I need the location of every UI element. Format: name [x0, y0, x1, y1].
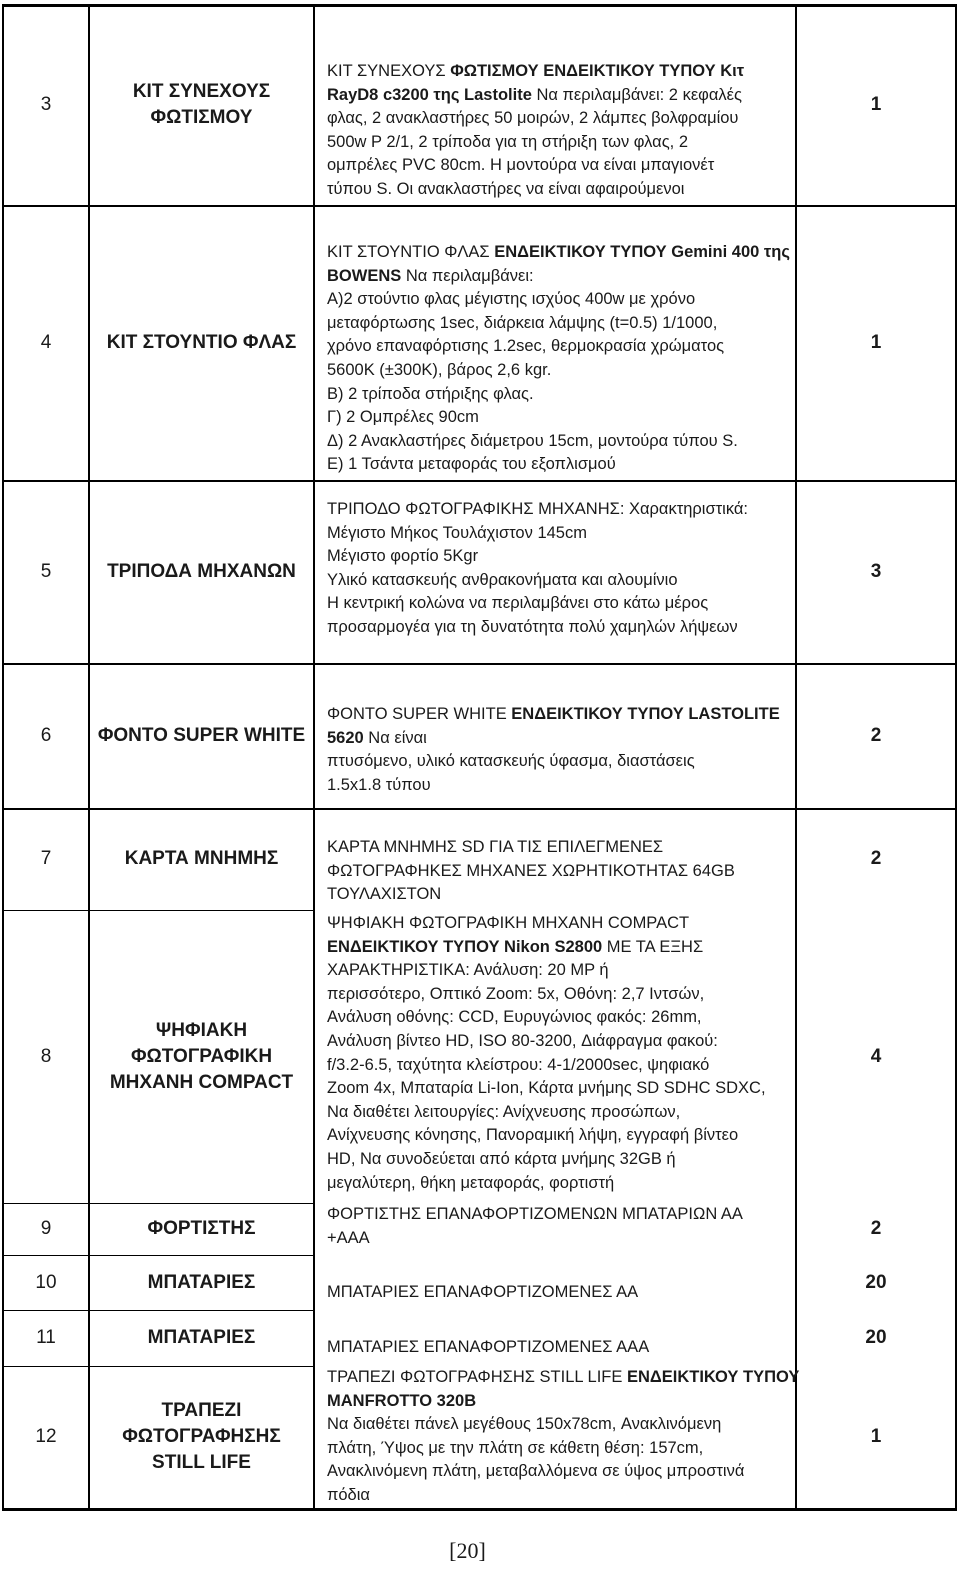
description-line	[327, 592, 785, 616]
description-line	[327, 1172, 785, 1196]
plain-text: χρόνο επαναφόρτισης 1.2sec, θερμοκρασία χρώματος	[327, 337, 725, 356]
description-line	[327, 569, 785, 593]
item-name-line: ΜΠΑΤΑΡΙΕΣ	[147, 1327, 256, 1348]
description-line	[327, 1336, 785, 1360]
item-number: 5	[40, 560, 52, 582]
item-name-line: ΦΩΤΟΓΡΑΦΙΚΗ	[130, 1045, 273, 1067]
plain-text: ΜΕ ΤΑ ΕΞΗΣ	[602, 937, 704, 956]
description-line	[327, 107, 785, 131]
plain-text: ΚΑΡΤΑ ΜΝΗΜΗΣ SD ΓΙΑ ΤΙΣ ΕΠΙΛΕΓΜΕΝΕΣ	[327, 838, 664, 856]
description-line	[327, 178, 785, 202]
description-line	[327, 522, 785, 546]
plain-text: f/3.2-6.5, ταχύτητα κλείστρου: 4-1/2000sec, ψηφιακό	[327, 1055, 710, 1074]
plain-text: Μέγιστο Μήκος Τουλάχιστον 145cm	[327, 523, 587, 542]
description-line	[327, 1484, 785, 1508]
item-quantity: 4	[870, 1045, 882, 1067]
description-line	[327, 1413, 785, 1437]
description-line	[327, 84, 785, 108]
plain-text: HD, Να συνοδεύεται από κάρτα μνήμης 32GB ή	[327, 1149, 676, 1168]
item-name	[90, 663, 313, 808]
description-line	[327, 60, 785, 84]
item-quantity: 2	[870, 724, 882, 746]
description-line	[327, 1460, 785, 1484]
plain-text: Ε) 1 Τσάντα μεταφοράς του εξοπλισμού	[327, 455, 616, 474]
item-description	[315, 480, 795, 663]
item-quantity: 3	[870, 560, 882, 582]
plain-text: +ΑΑΑ	[327, 1228, 370, 1247]
description-line	[327, 883, 785, 907]
plain-text: προσαρμογέα για τη δυνατότητα πολύ χαμηλών λήψεων	[327, 617, 738, 636]
item-description	[315, 205, 795, 480]
item-name	[90, 808, 313, 910]
item-name	[90, 910, 313, 1203]
plain-text: μεταφόρτωσης 1sec, διάρκεια λάμψης (t=0.5) 1/1000,	[327, 313, 718, 332]
item-name-line: ΜΗΧΑΝΗ COMPACT	[109, 1071, 294, 1093]
plain-text: 5600K (±300K), βάρος 2,6 kgr.	[327, 360, 552, 379]
item-name-line: ΜΠΑΤΑΡΙΕΣ	[147, 1271, 256, 1293]
plain-text: Ανάλυση βίντεο HD, ISO 80-3200, Διάφραγμα φακού:	[327, 1031, 718, 1050]
item-name	[90, 1255, 313, 1310]
description-line	[327, 288, 785, 312]
plain-text: ΚΙΤ ΣΤΟΥΝΤΙΟ ΦΛΑΣ	[327, 243, 495, 261]
description-line	[327, 1390, 785, 1414]
description-line	[327, 1227, 785, 1251]
bold-text: 5620	[327, 728, 364, 747]
page-number: [20]	[449, 1538, 486, 1563]
item-quantity: 2	[870, 848, 882, 869]
description-line	[327, 1148, 785, 1172]
description-line	[327, 453, 785, 477]
item-name	[90, 1310, 313, 1366]
plain-text: Η κεντρική κολώνα να περιλαμβάνει στο κάτω μέρος	[327, 594, 709, 613]
plain-text: Να διαθέτει λειτουργίες: Ανίχνευσης προσώπων,	[327, 1102, 681, 1121]
plain-text: Να περιλαμβάνει:	[401, 266, 534, 285]
plain-text: φλας, 2 ανακλαστήρες 50 μοιρών, 2 λάμπες βολφραμίου	[327, 109, 739, 128]
item-name-line: ΤΡΙΠΟΔΑ ΜΗΧΑΝΩΝ	[107, 560, 296, 582]
item-quantity: 1	[870, 1426, 882, 1447]
description-line	[327, 774, 785, 798]
item-number: 9	[40, 1218, 52, 1239]
item-name-line: ΚΙΤ ΣΤΟΥΝΤΙΟ ΦΛΑΣ	[106, 331, 297, 353]
bold-text: BOWENS	[327, 266, 402, 285]
plain-text: 500w P 2/1, 2 τρίποδα για τη στήριξη των φλας, 2	[327, 132, 689, 151]
plain-text: ΦΟΝΤΟ SUPER WHITE	[327, 705, 512, 723]
item-number: 12	[35, 1426, 57, 1447]
plain-text: Ανίχνευσης κόνησης, Πανοραμική λήψη, εγγραφή βίντεο	[327, 1126, 739, 1145]
item-description	[315, 1203, 795, 1255]
item-quantity: 2	[870, 1218, 882, 1239]
description-line	[327, 131, 785, 155]
item-number: 3	[40, 93, 52, 115]
description-line	[327, 1077, 785, 1101]
plain-text: ΧΑΡΑΚΤΗΡΙΣΤΙΚΑ: Ανάλυση: 20 MP ή	[327, 961, 609, 980]
bold-text: RayD8 c3200 της Lastolite	[327, 85, 532, 104]
plain-text: πλάτη, Ύψος με την πλάτη σε κάθετη θέση: 157cm,	[327, 1438, 704, 1457]
item-description	[315, 1310, 795, 1366]
item-description	[315, 663, 795, 808]
item-name-line: ΚΑΡΤΑ ΜΝΗΜΗΣ	[124, 848, 279, 869]
plain-text: Α)2 στούντιο φλας μέγιστης ισχύος 400w με χρόνο	[327, 290, 696, 309]
description-line	[327, 1124, 785, 1148]
description-line	[327, 335, 785, 359]
plain-text: πτυσόμενο, υλικό κατασκευής ύφασμα, διαστάσεις	[327, 752, 695, 771]
plain-text: ΤΡΙΠΟΔΟ ΦΩΤΟΓΡΑΦΙΚΗΣ ΜΗΧΑΝΗΣ: Χαρακτηριστικά:	[327, 500, 749, 518]
plain-text: 1.5x1.8 τύπου	[327, 775, 431, 794]
item-name-line: ΤΡΑΠΕΖΙ	[161, 1400, 242, 1421]
item-number: 8	[40, 1045, 52, 1067]
item-name	[90, 4, 313, 205]
item-name	[90, 1366, 313, 1508]
item-quantity: 1	[870, 331, 882, 353]
description-line	[327, 959, 785, 983]
description-line	[327, 1203, 785, 1227]
description-line	[327, 265, 785, 289]
item-description	[315, 910, 795, 1203]
plain-text: ΜΠΑΤΑΡΙΕΣ ΕΠΑΝΑΦΟΡΤΙΖΟΜΕΝΕΣ ΑΑ	[327, 1283, 639, 1301]
plain-text: Β) 2 τρίποδα στήριξης φλας.	[327, 384, 534, 403]
plain-text: μεγαλύτερη, θήκη μεταφοράς, φορτιστή	[327, 1173, 615, 1192]
description-line	[327, 836, 785, 860]
plain-text: Γ) 2 Ομπρέλες 90cm	[327, 408, 479, 427]
description-line	[327, 312, 785, 336]
item-name-line: ΦΩΤΙΣΜΟΥ	[150, 106, 253, 128]
description-line	[327, 1054, 785, 1078]
item-number: 10	[35, 1271, 57, 1293]
item-name-line: ΦΟΡΤΙΣΤΗΣ	[147, 1218, 256, 1239]
plain-text: Zoom 4x, Μπαταρία Li-Ion, Κάρτα μνήμης SD SDHC SDXC,	[327, 1079, 766, 1098]
item-name-line: ΦΟΝΤΟ SUPER WHITE	[97, 724, 306, 746]
item-name	[90, 480, 313, 663]
plain-text: Δ) 2 Ανακλαστήρες διάμετρου 15cm, μοντούρα τύπου S.	[327, 431, 738, 450]
bold-text: ΕΝΔΕΙΚΤΙΚΟΥ ΤΥΠΟΥ LASTOLITE	[511, 705, 780, 723]
description-line	[327, 430, 785, 454]
plain-text: Ανακλινόμενη πλάτη, μεταβαλλόμενα σε ύψος μπροστινά	[327, 1462, 745, 1481]
plain-text: ΚΙΤ ΣΥΝΕΧΟΥΣ	[327, 62, 451, 80]
item-quantity: 20	[865, 1271, 887, 1293]
bold-text: ΕΝΔΕΙΚΤΙΚΟΥ ΤΥΠΟΥ Gemini 400 της	[494, 243, 790, 261]
description-line	[327, 498, 785, 522]
description-line	[327, 1101, 785, 1125]
description-line	[327, 406, 785, 430]
description-line	[327, 545, 785, 569]
item-description	[315, 808, 795, 910]
bold-text: ΕΝΔΕΙΚΤΙΚΟΥ ΤΥΠΟΥ	[626, 1368, 800, 1386]
description-line	[327, 983, 785, 1007]
plain-text: ΦΟΡΤΙΣΤΗΣ ΕΠΑΝΑΦΟΡΤΙΖΟΜΕΝΩΝ ΜΠΑΤΑΡΙΩΝ ΑΑ	[327, 1205, 743, 1223]
item-number: 6	[40, 724, 52, 746]
plain-text: ΦΩΤΟΓΡΑΦΗΚΕΣ ΜΗΧΑΝΕΣ ΧΩΡΗΤΙΚΟΤΗΤΑΣ 64GB	[327, 861, 735, 880]
plain-text: Να είναι	[363, 728, 427, 747]
table-border	[955, 4, 957, 1509]
description-line	[327, 1437, 785, 1461]
description-line	[327, 154, 785, 178]
item-quantity: 1	[870, 93, 882, 115]
item-name-line: STILL LIFE	[152, 1452, 251, 1473]
plain-text: τύπου S. Οι ανακλαστήρες να είναι αφαιρούμενοι	[327, 179, 685, 198]
item-name	[90, 205, 313, 480]
table-border	[2, 1508, 957, 1511]
item-description	[315, 1255, 795, 1310]
plain-text: Υλικό κατασκευής ανθρακονήματα και αλουμίνιο	[327, 570, 678, 589]
item-name-line: ΦΩΤΟΓΡΑΦΗΣΗΣ	[122, 1426, 281, 1447]
bold-text: MANFROTTO 320B	[327, 1391, 477, 1410]
description-line	[327, 1281, 785, 1305]
bold-text: ΦΩΤΙΣΜΟΥ ΕΝΔΕΙΚΤΙΚΟΥ ΤΥΠΟΥ Κιτ	[450, 62, 745, 80]
plain-text: πόδια	[327, 1485, 370, 1504]
plain-text: ΨΗΦΙΑΚΗ ΦΩΤΟΓΡΑΦΙΚΗ ΜΗΧΑΝΗ COMPACT	[327, 914, 690, 932]
description-line	[327, 1006, 785, 1030]
plain-text: ΤΟΥΛΑΧΙΣΤΟΝ	[327, 885, 442, 904]
plain-text: ομπρέλες PVC 80cm. Η μοντούρα να είναι μπαγιονέτ	[327, 156, 715, 175]
description-line	[327, 1366, 800, 1390]
description-line	[327, 703, 785, 727]
bold-text: ΕΝΔΕΙΚΤΙΚΟΥ ΤΥΠΟΥ Nikon S2800	[327, 937, 603, 956]
description-line	[327, 241, 790, 265]
item-number: 11	[36, 1327, 56, 1348]
item-description	[315, 1366, 800, 1508]
item-quantity: 20	[865, 1327, 887, 1348]
item-number: 7	[40, 848, 52, 869]
description-line	[327, 727, 785, 751]
item-number: 4	[40, 331, 52, 353]
item-name-line: ΨΗΦΙΑΚΗ	[155, 1019, 248, 1041]
description-line	[327, 383, 785, 407]
item-name	[90, 1203, 313, 1255]
description-line	[327, 860, 785, 884]
item-description	[315, 4, 795, 205]
description-line	[327, 750, 785, 774]
item-name-line: ΚΙΤ ΣΥΝΕΧΟΥΣ	[132, 80, 271, 102]
description-line	[327, 616, 785, 640]
plain-text: Μέγιστο φορτίο 5Kgr	[327, 547, 479, 566]
plain-text: περισσότερο, Οπτικό Zoom: 5x, Οθόνη: 2,7 Ιντσών,	[327, 984, 705, 1003]
plain-text: ΜΠΑΤΑΡΙΕΣ ΕΠΑΝΑΦΟΡΤΙΖΟΜΕΝΕΣ ΑΑΑ	[327, 1338, 650, 1356]
description-line	[327, 912, 785, 936]
description-line	[327, 1030, 785, 1054]
description-line	[327, 936, 785, 960]
description-line	[327, 359, 785, 383]
plain-text: Ανάλυση οθόνης: CCD, Ευρυγώνιος φακός: 26mm,	[327, 1008, 702, 1027]
plain-text: Να διαθέτει πάνελ μεγέθους 150x78cm, Ανακλινόμενη	[327, 1415, 722, 1434]
plain-text: ΤΡΑΠΕΖΙ ΦΩΤΟΓΡΑΦΗΣΗΣ STILL LIFE	[327, 1368, 627, 1386]
plain-text: Να περιλαμβάνει: 2 κεφαλές	[531, 85, 742, 104]
